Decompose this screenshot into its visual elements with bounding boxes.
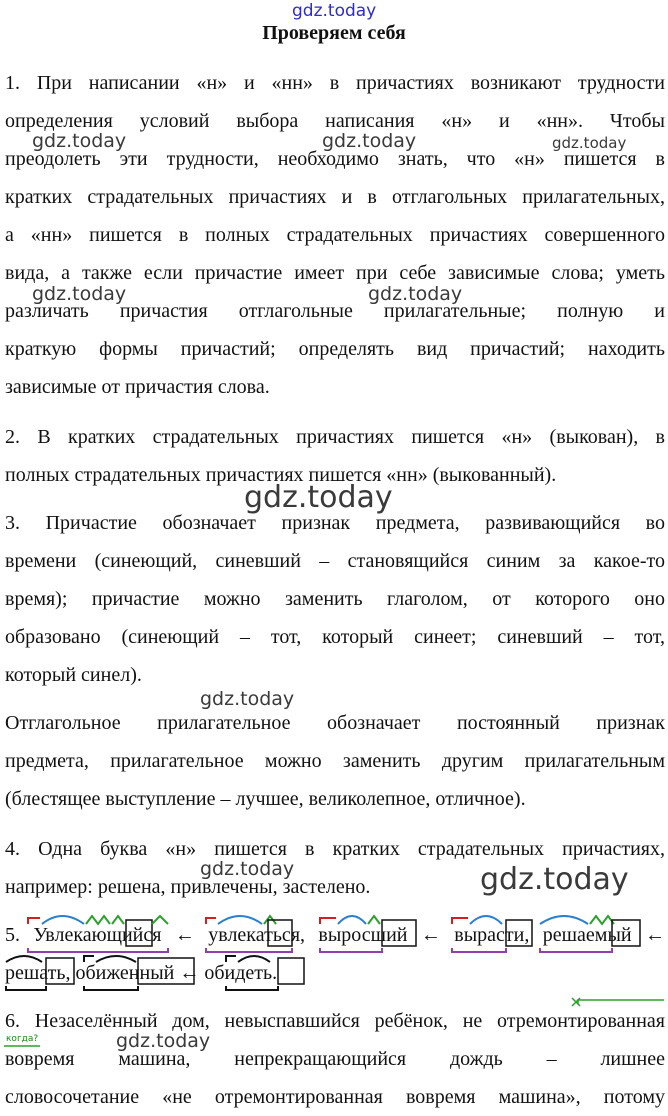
text-line: 3. Причастие обозначает признак предмета, развивающийся во [5,512,665,534]
watermark: gdz.today [200,688,295,710]
text-line: а «нн» пишется в полных страдательных причастиях совершенного [5,224,665,246]
watermark: gdz.today [368,283,463,305]
text-line: времени (синеющий, синевший – становящийся синим за какое-то [5,550,665,572]
text-line: 1. При написании «н» и «нн» в причастиях возникают трудности [5,72,665,94]
answer-4 [5,830,665,906]
text-line: краткую формы причастий; определять вид причастий; находить [5,338,665,360]
text-line: который синел). [5,664,142,686]
question-note: когда? [6,1034,39,1044]
answer-3 [5,504,665,694]
watermark: gdz.today [32,283,127,305]
text-line: предмета, прилагательное можно заменить другим прилагательным [5,750,665,772]
text-line: различать причастия отглагольные прилагательные; полную и [5,300,665,322]
watermark: gdz.today [244,480,393,515]
text-line: словосочетание «не отремонтированная вовремя машина», потому [5,1086,665,1108]
answer-2 [5,418,665,494]
page-title: Проверяем себя [262,22,406,44]
text-line: (блестящее выступление – лучшее, великолепное, отличное). [5,788,526,810]
watermark: gdz.today [116,1030,211,1052]
text-line: время); причастие можно заменить глаголом, от которого оно [5,588,665,610]
text-line: 2. В кратких страдательных причастиях пишется «н» (выкован), в [5,426,665,448]
watermark: gdz.today [552,134,627,152]
text-line: преодолеть эти трудности, необходимо знать, что «н» пишется в [5,148,665,170]
text-line: вида, а также если причастие имеет при себе зависимые слова; уметь [5,262,665,284]
text-line: полных страдательных причастиях пишется «нн» (выкованный). [5,464,557,486]
text-line: определения условий выбора написания «н» и «нн». Чтобы [5,110,665,132]
text-line: 4. Одна буква «н» пишется в кратких страдательных причастиях, [5,838,665,860]
text-line: кратких страдательных причастиях и в отглагольных прилагательных, [5,186,665,208]
watermark: gdz.today [480,862,629,897]
text-line: решать, обиженный ← обидеть. [5,962,278,984]
text-line: например: решена, привлечены, застелено. [5,876,371,898]
answer-1 [5,64,665,406]
answer-6 [5,1002,665,1116]
answer-5 [5,916,665,992]
watermark: gdz.today [32,130,127,152]
watermark-top: gdz.today [292,1,377,21]
watermark: gdz.today [322,130,417,152]
text-line: Отглагольное прилагательное обозначает постоянный признак [5,712,665,734]
text-line: образовано (синеющий – тот, который синеет; синевший – тот, [5,626,665,648]
text-line: 6. Незаселённый дом, невыспавшийся ребёнок, не отремонтированная [5,1010,665,1032]
text-line: 5. Увлекающийся ← увлекаться, выросший ← вырасти, решаемый ← [5,924,665,946]
text-line: вовремя машина, непрекращающийся дождь – лишнее [5,1048,665,1070]
text-line: зависимые от причастия слова. [5,376,270,398]
watermark: gdz.today [200,858,295,880]
answer-3-continued [5,704,665,818]
